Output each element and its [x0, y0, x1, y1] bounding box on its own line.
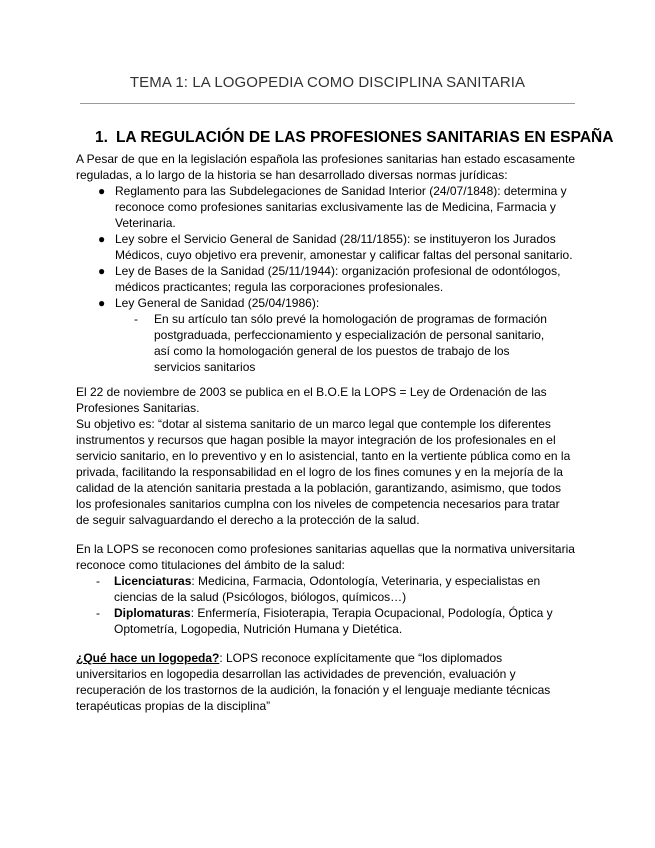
lops-intro-paragraph: El 22 de noviembre de 2003 se publica en el B.O.E la LOPS = Ley de Ordenación de las Profesiones Sanitarias.: [76, 385, 547, 415]
dash-icon: -: [134, 312, 138, 326]
question-label: ¿Qué hace un logopeda?: [76, 651, 220, 665]
list-item-text: Ley sobre el Servicio General de Sanidad (28/11/1855): se instituyeron los Jurados Médicos, cuyo objetivo era prevenir, amonestar y calificar faltas del personal sanitario.: [115, 232, 573, 262]
intro-paragraph: A Pesar de que en la legislación española las profesiones sanitarias han estado escasamente reguladas, a lo largo de la historia se han desarrollado diversas normas jurídicas:: [76, 152, 575, 182]
profession-text: : Medicina, Farmacia, Odontología, Veterinaria, y especialistas en ciencias de la salud (Psicólogos, biólogos, químicos…): [114, 574, 541, 604]
bullet-icon: ●: [98, 184, 106, 198]
dash-icon: -: [96, 574, 100, 588]
title-divider: [80, 103, 575, 104]
bullet-icon: ●: [98, 232, 106, 246]
bullet-icon: ●: [98, 296, 106, 310]
professions-block: [76, 541, 576, 637]
profession-label: Licenciaturas: [114, 574, 192, 588]
section-heading: [95, 129, 613, 147]
dash-icon: -: [96, 606, 100, 620]
question-block: [76, 650, 576, 714]
list-item-text: En su artículo tan sólo prevé la homologación de programas de formación postgraduada, perfeccionamiento y especialización de personal sanitario, así como la homologación general de los puestos de trabajo de los servicios sanitarios: [154, 312, 547, 374]
professions-intro-paragraph: En la LOPS se reconocen como profesiones sanitarias aquellas que la normativa universitaria reconoce como titulaciones del ámbito de la salud:: [76, 542, 575, 572]
question-paragraph: [76, 650, 576, 714]
profession-text: : Enfermería, Fisioterapia, Terapia Ocupacional, Podología, Óptica y Optometría, Logopedia, Nutrición Humana y Dietética.: [114, 606, 553, 636]
laws-list: [76, 183, 576, 311]
section-number: 1.: [95, 129, 108, 146]
professions-list: [76, 573, 576, 637]
list-item: [76, 183, 576, 231]
list-item: [76, 573, 576, 605]
law-detail-list: [76, 311, 576, 375]
section-heading-text: LA REGULACIÓN DE LAS PROFESIONES SANITARIAS EN ESPAÑA: [115, 129, 614, 146]
document-title: TEMA 1: LA LOGOPEDIA COMO DISCIPLINA SANITARIA: [129, 74, 526, 91]
bullet-icon: ●: [98, 264, 106, 278]
intro-block: [76, 151, 576, 375]
list-item: [76, 295, 576, 311]
list-item: [76, 605, 576, 637]
list-item: [76, 311, 576, 375]
list-item-text: Ley General de Sanidad (25/04/1986):: [115, 296, 320, 310]
lops-objective-paragraph: Su objetivo es: “dotar al sistema sanitario de un marco legal que contemple los diferentes instrumentos y recursos que hagan posible la mayor integración de los profesionales en el servicio sanitario, en lo preventivo y en lo asistencial, tanto en la vertiente pública como en la privada, facilitando la responsabilidad en el logro de los fines comunes y en la mejoría de la calidad de la atención sanitaria prestada a la población, garantizando, asimismo, que todos los profesionales sanitarios cumplna con los niveles de competencia necesarios para tratar de seguir salvaguardando el derecho a la protección de la salud.: [76, 417, 571, 527]
question-text: : LOPS reconoce explícitamente que “los diplomados universitarios en logopedia desarrollan las actividades de prevención, evaluación y recuperación de los trastornos de la audición, la fonación y el lenguaje mediante técnicas terapéuticas propias de la disciplina”: [76, 651, 551, 713]
list-item-text: Ley de Bases de la Sanidad (25/11/1944): organización profesional de odontólogos, médicos practicantes; regula las corporaciones profesionales.: [115, 264, 561, 294]
profession-label: Diplomaturas: [114, 606, 191, 620]
list-item: [76, 231, 576, 263]
list-item: [76, 263, 576, 295]
lops-block: [76, 384, 576, 528]
list-item-text: Reglamento para las Subdelegaciones de Sanidad Interior (24/07/1848): determina y reconoce como profesiones sanitarias exclusivamente las de Medicina, Farmacia y Veterinaria.: [115, 184, 567, 230]
